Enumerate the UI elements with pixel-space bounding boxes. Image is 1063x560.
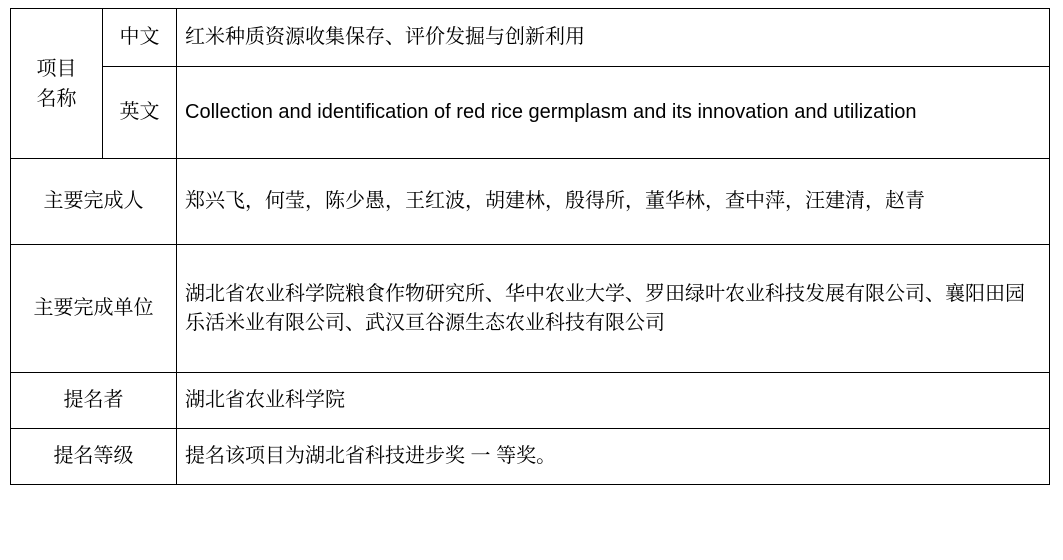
project-name-label-line2: 名称: [36, 87, 77, 110]
row-label-nomination-grade: 提名等级: [11, 429, 177, 485]
nomination-grade-value: 提名该项目为湖北省科技进步奖 一 等奖。: [177, 429, 1050, 485]
table-row: [11, 159, 1050, 245]
table-row: [11, 429, 1050, 485]
table-row: [11, 67, 1050, 159]
table-row: [11, 245, 1050, 373]
row-label-main-contributors: 主要完成人: [11, 159, 177, 245]
project-name-chinese-value: 红米种质资源收集保存、评价发掘与创新利用: [177, 9, 1050, 67]
sublabel-chinese: 中文: [103, 9, 177, 67]
nominator-value: 湖北省农业科学院: [177, 373, 1050, 429]
project-info-table: [10, 8, 1050, 485]
project-name-label-line1: 项目: [36, 57, 77, 80]
main-contributors-value: 郑兴飞，何莹，陈少愚，王红波，胡建林，殷得所，董华林，查中萍，汪建清，赵青: [177, 159, 1050, 245]
project-name-english-value: Collection and identification of red rice germplasm and its innovation and utilization: [177, 67, 1050, 159]
row-label-nominator: 提名者: [11, 373, 177, 429]
table-row: [11, 9, 1050, 67]
row-label-project-name: [11, 9, 103, 159]
table-row: [11, 373, 1050, 429]
row-label-main-organizations: 主要完成单位: [11, 245, 177, 373]
sublabel-english: 英文: [103, 67, 177, 159]
main-organizations-value: 湖北省农业科学院粮食作物研究所、华中农业大学、罗田绿叶农业科技发展有限公司、襄阳田园乐活米业有限公司、武汉亘谷源生态农业科技有限公司: [177, 245, 1050, 373]
